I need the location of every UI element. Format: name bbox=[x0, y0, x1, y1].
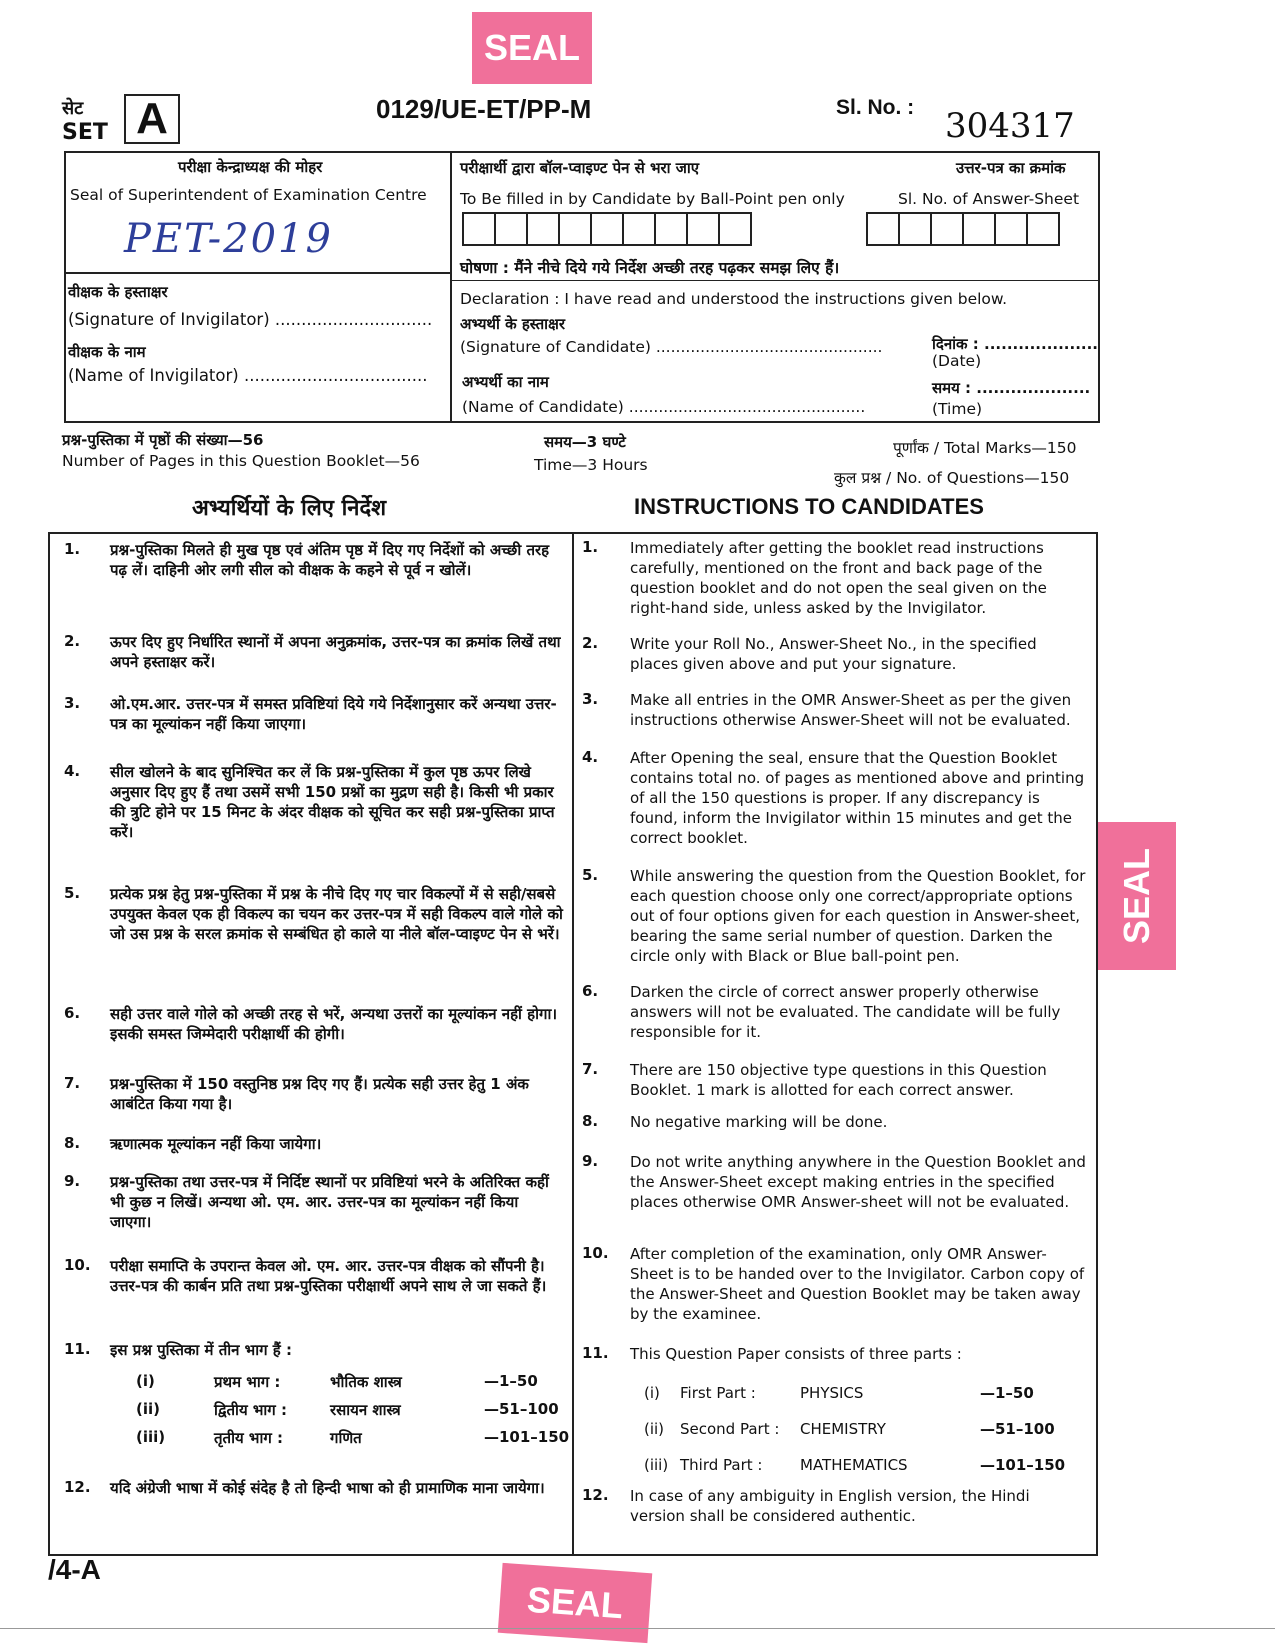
seal-right[interactable] bbox=[1098, 822, 1176, 970]
instruction-number: 4. bbox=[582, 748, 599, 766]
part-hi-2-subject: रसायन शास्त्र bbox=[330, 1401, 401, 1419]
seal-right-label: SEAL bbox=[1116, 847, 1158, 945]
page-count-hi: प्रश्न-पुस्तिका में पृष्ठों की संख्या—56 bbox=[62, 431, 264, 449]
instruction-number: 7. bbox=[64, 1074, 81, 1092]
handwritten-exam-name: PET-2019 bbox=[124, 216, 333, 262]
part-hi-1-range: —1–50 bbox=[484, 1372, 538, 1390]
part-en-1-range: —1–50 bbox=[980, 1384, 1034, 1402]
duration-hi: समय—3 घण्टे bbox=[544, 433, 626, 451]
instructions-heading-hi: अभ्यर्थियों के लिए निर्देश bbox=[192, 496, 387, 521]
invigilator-name-hi: वीक्षक के नाम bbox=[68, 343, 146, 361]
part-en-3-part: Third Part : bbox=[680, 1456, 763, 1474]
part-en-2-range: —51–100 bbox=[980, 1420, 1055, 1438]
instruction-number: 10. bbox=[64, 1256, 91, 1274]
declaration-en: Declaration : I have read and understood the instructions given below. bbox=[460, 290, 1008, 308]
part-hi-3-part: तृतीय भाग : bbox=[214, 1429, 284, 1447]
answer-sheet-number-boxes[interactable] bbox=[866, 212, 1058, 246]
instruction-text: सील खोलने के बाद सुनिश्चित कर लें कि प्रश्न-पुस्तिका में कुल पृष्ठ ऊपर लिखे अनुसार दिए हुए हैं तथा उसमें सभी 150 प्रश्नों का मुद्रण सही है। किसी भी प्रकार की त्रुटि होने पर 15 मिनट के अंदर वीक्षक को सूचित कर सही प्रश्न-पुस्तिका प्राप्त करें। bbox=[110, 763, 555, 841]
part-hi-3-range: —101–150 bbox=[484, 1428, 570, 1446]
instructions-heading-en: INSTRUCTIONS TO CANDIDATES bbox=[634, 494, 984, 519]
instruction-number: 9. bbox=[582, 1152, 599, 1170]
instruction-text: सही उत्तर वाले गोले को अच्छी तरह से भरें, अन्यथा उत्तरों का मूल्यांकन नहीं होगा। इसकी समस्त जिम्मेदारी परीक्षार्थी की होगी। bbox=[110, 1005, 558, 1043]
set-label-hi: सेट bbox=[62, 98, 84, 119]
instruction-text: This Question Paper consists of three parts : bbox=[630, 1345, 962, 1363]
seal-top bbox=[472, 12, 592, 84]
instructions-divider bbox=[572, 532, 574, 1556]
instruction-number: 3. bbox=[64, 694, 81, 712]
invigilator-sign-en: (Signature of Invigilator) .............................. bbox=[68, 310, 433, 329]
serial-number: 304317 bbox=[945, 106, 1075, 146]
instruction-text: प्रश्न-पुस्तिका में 150 वस्तुनिष्ठ प्रश्न दिए गए हैं। प्रत्येक सही उत्तर हेतु 1 अंक आबंटित किया गया है। bbox=[110, 1075, 529, 1113]
footer-code: /4-A bbox=[48, 1554, 101, 1585]
seal-bottom-label: SEAL bbox=[525, 1578, 625, 1627]
invigilator-sign-hi: वीक्षक के हस्ताक्षर bbox=[68, 283, 168, 301]
instruction-text: प्रत्येक प्रश्न हेतु प्रश्न-पुस्तिका में प्रश्न के नीचे दिए गए चार विकल्पों में से सही/सबसे उपयुक्त केवल एक ही विकल्प का चयन कर उत्तर-पत्र में सही विकल्प वाले गोले को जो उस प्रश्न के सरल क्रमांक से सम्बंधित हो काले या नीले बॉल-प्वाइण्ट पेन से भरें। bbox=[110, 885, 563, 943]
instruction-text: प्रश्न-पुस्तिका तथा उत्तर-पत्र में निर्दिष्ट स्थानों पर प्रविष्टियां भरने के अतिरिक्त कहीं भी कुछ न लिखें। अन्यथा ओ. एम. आर. उत्तर-पत्र का मूल्यांकन नहीं किया जाएगा। bbox=[110, 1173, 549, 1231]
total-questions: कुल प्रश्न / No. of Questions—150 bbox=[834, 469, 1070, 487]
part-hi-1-part: प्रथम भाग : bbox=[214, 1373, 281, 1391]
instruction-number: 10. bbox=[582, 1244, 609, 1262]
form-divider-v bbox=[450, 151, 452, 423]
form-divider-h-left bbox=[64, 272, 451, 274]
instruction-number: 6. bbox=[582, 982, 599, 1000]
fill-by-candidate-hi: परीक्षार्थी द्वारा बॉल-प्वाइण्ट पेन से भरा जाए bbox=[460, 159, 700, 177]
roll-number-boxes[interactable] bbox=[462, 212, 750, 246]
part-en-1-part: First Part : bbox=[680, 1384, 756, 1402]
part-hi-2-part: द्वितीय भाग : bbox=[214, 1401, 287, 1419]
instruction-number: 7. bbox=[582, 1060, 599, 1078]
instruction-text: Make all entries in the OMR Answer-Sheet as per the given instructions otherwise Answer-Sheet will not be evaluated. bbox=[630, 691, 1072, 729]
page-count-en: Number of Pages in this Question Booklet—56 bbox=[62, 452, 420, 470]
candidate-sign-en: (Signature of Candidate) .............................................. bbox=[460, 338, 883, 356]
instruction-text: After completion of the examination, only OMR Answer-Sheet is to be handed over to the Invigilator. Carbon copy of the Answer-Sheet and Question Booklet may be taken away by the examinee. bbox=[630, 1245, 1085, 1323]
seal-bottom bbox=[498, 1563, 653, 1643]
instruction-text: यदि अंग्रेजी भाषा में कोई संदेह है तो हिन्दी भाषा को ही प्रामाणिक माना जायेगा। bbox=[110, 1479, 545, 1497]
bottom-edge-line bbox=[0, 1628, 1275, 1629]
form-divider-h-right bbox=[450, 280, 1100, 281]
instruction-text: In case of any ambiguity in English version, the Hindi version shall be considered authentic. bbox=[630, 1487, 1030, 1525]
part-hi-1-subject: भौतिक शास्त्र bbox=[330, 1373, 402, 1391]
instruction-text: ऊपर दिए हुए निर्धारित स्थानों में अपना अनुक्रमांक, उत्तर-पत्र का क्रमांक लिखें तथा अपने हस्ताक्षर करें। bbox=[110, 633, 561, 671]
instruction-text: After Opening the seal, ensure that the Question Booklet contains total no. of pages as mentioned above and printing of all the 150 questions is proper. If any discrepancy is found, inform the Invigilator within 15 minutes and get the correct booklet. bbox=[630, 749, 1085, 847]
part-en-1-subject: PHYSICS bbox=[800, 1384, 864, 1402]
instruction-number: 8. bbox=[64, 1134, 81, 1152]
declaration-hi: घोषणा : मैंने नीचे दिये गये निर्देश अच्छी तरह पढ़कर समझ लिए हैं। bbox=[460, 259, 840, 277]
instruction-text: There are 150 objective type questions in this Question Booklet. 1 mark is allotted for each correct answer. bbox=[630, 1061, 1047, 1099]
instruction-text: While answering the question from the Question Booklet, for each question choose only one correct/appropriate options out of four options given for each question in Answer-sheet, bearing the same serial number of question. Darken the circle only with Black or Blue ball-point pen. bbox=[630, 867, 1086, 965]
instruction-text: Write your Roll No., Answer-Sheet No., in the specified places given above and put your signature. bbox=[630, 635, 1037, 673]
fill-by-candidate-en: To Be filled in by Candidate by Ball-Point pen only bbox=[460, 190, 845, 208]
date-field-hi: दिनांक : .................... bbox=[932, 335, 1098, 353]
instruction-text: Do not write anything anywhere in the Question Booklet and the Answer-Sheet except making entries in the specified places otherwise OMR Answer-sheet will not be evaluated. bbox=[630, 1153, 1086, 1211]
serial-label: Sl. No. : bbox=[836, 96, 915, 119]
instruction-number: 11. bbox=[64, 1340, 91, 1358]
instruction-text: ओ.एम.आर. उत्तर-पत्र में समस्त प्रविष्टियां दिये गये निर्देशानुसार करें अन्यथा उत्तर-पत्र का मूल्यांकन नहीं किया जाएगा। bbox=[110, 695, 557, 733]
part-hi-2-range: —51–100 bbox=[484, 1400, 559, 1418]
instruction-text: Darken the circle of correct answer properly otherwise answers will not be evaluated. The candidate will be fully responsible for it. bbox=[630, 983, 1061, 1041]
set-letter-box bbox=[124, 94, 180, 144]
set-label-en: SET bbox=[62, 120, 108, 145]
seal-top-label: SEAL bbox=[483, 27, 580, 68]
part-en-3-range: —101–150 bbox=[980, 1456, 1066, 1474]
time-field-hi: समय : .................... bbox=[932, 379, 1091, 397]
total-marks: पूर्णांक / Total Marks—150 bbox=[893, 439, 1077, 457]
date-field-en: (Date) bbox=[932, 352, 982, 370]
part-hi-1-roman: (i) bbox=[136, 1372, 155, 1390]
instruction-number: 6. bbox=[64, 1004, 81, 1022]
candidate-sign-hi: अभ्यर्थी के हस्ताक्षर bbox=[460, 315, 565, 333]
instruction-text: ऋणात्मक मूल्यांकन नहीं किया जायेगा। bbox=[110, 1135, 322, 1153]
paper-code: 0129/UE-ET/PP-M bbox=[376, 94, 592, 124]
instruction-text: No negative marking will be done. bbox=[630, 1113, 888, 1131]
instruction-number: 5. bbox=[582, 866, 599, 884]
answer-sheet-no-en: Sl. No. of Answer-Sheet bbox=[898, 190, 1080, 208]
instruction-text: परीक्षा समाप्ति के उपरान्त केवल ओ. एम. आर. उत्तर-पत्र वीक्षक को सौंपनी है। उत्तर-पत्र की कार्बन प्रति तथा प्रश्न-पुस्तिका परीक्षार्थी अपने साथ ले जा सकते हैं। bbox=[110, 1257, 547, 1295]
invigilator-name-en: (Name of Invigilator) ................................... bbox=[68, 366, 428, 385]
instruction-number: 12. bbox=[582, 1486, 609, 1504]
part-hi-3-subject: गणित bbox=[330, 1429, 362, 1447]
instruction-number: 3. bbox=[582, 690, 599, 708]
instruction-number: 5. bbox=[64, 884, 81, 902]
answer-sheet-no-hi: उत्तर-पत्र का क्रमांक bbox=[956, 159, 1066, 177]
part-en-3-roman: (iii) bbox=[644, 1456, 669, 1474]
candidate-name-en: (Name of Candidate) ................................................ bbox=[462, 398, 866, 416]
instruction-number: 1. bbox=[582, 538, 599, 556]
instruction-number: 1. bbox=[64, 540, 81, 558]
instruction-number: 12. bbox=[64, 1478, 91, 1496]
candidate-name-hi: अभ्यर्थी का नाम bbox=[462, 373, 549, 391]
time-field-en: (Time) bbox=[932, 400, 983, 418]
seal-superintendent-en: Seal of Superintendent of Examination Centre bbox=[70, 186, 427, 204]
part-hi-3-roman: (iii) bbox=[136, 1428, 166, 1446]
instruction-text: Immediately after getting the booklet read instructions carefully, mentioned on the front and back page of the question booklet and do not open the seal given on the right-hand side, unless asked by the Invigilator. bbox=[630, 539, 1047, 617]
instruction-number: 9. bbox=[64, 1172, 81, 1190]
part-en-2-part: Second Part : bbox=[680, 1420, 780, 1438]
set-letter: A bbox=[136, 94, 168, 143]
part-en-1-roman: (i) bbox=[644, 1384, 660, 1402]
seal-superintendent-hi: परीक्षा केन्द्राध्यक्ष की मोहर bbox=[178, 158, 323, 176]
part-hi-2-roman: (ii) bbox=[136, 1400, 160, 1418]
instruction-number: 11. bbox=[582, 1344, 609, 1362]
instruction-number: 8. bbox=[582, 1112, 599, 1130]
part-en-2-roman: (ii) bbox=[644, 1420, 665, 1438]
instruction-number: 2. bbox=[582, 634, 599, 652]
part-en-2-subject: CHEMISTRY bbox=[800, 1420, 886, 1438]
instruction-text: प्रश्न-पुस्तिका मिलते ही मुख पृष्ठ एवं अंतिम पृष्ठ में दिए गए निर्देशों को अच्छी तरह पढ़ लें। दाहिनी ओर लगी सील को वीक्षक के कहने से पूर्व न खोलें। bbox=[110, 541, 550, 579]
duration-en: Time—3 Hours bbox=[534, 456, 648, 474]
instruction-number: 2. bbox=[64, 632, 81, 650]
part-en-3-subject: MATHEMATICS bbox=[800, 1456, 908, 1474]
instruction-number: 4. bbox=[64, 762, 81, 780]
instruction-text: इस प्रश्न पुस्तिका में तीन भाग हैं : bbox=[110, 1341, 292, 1359]
